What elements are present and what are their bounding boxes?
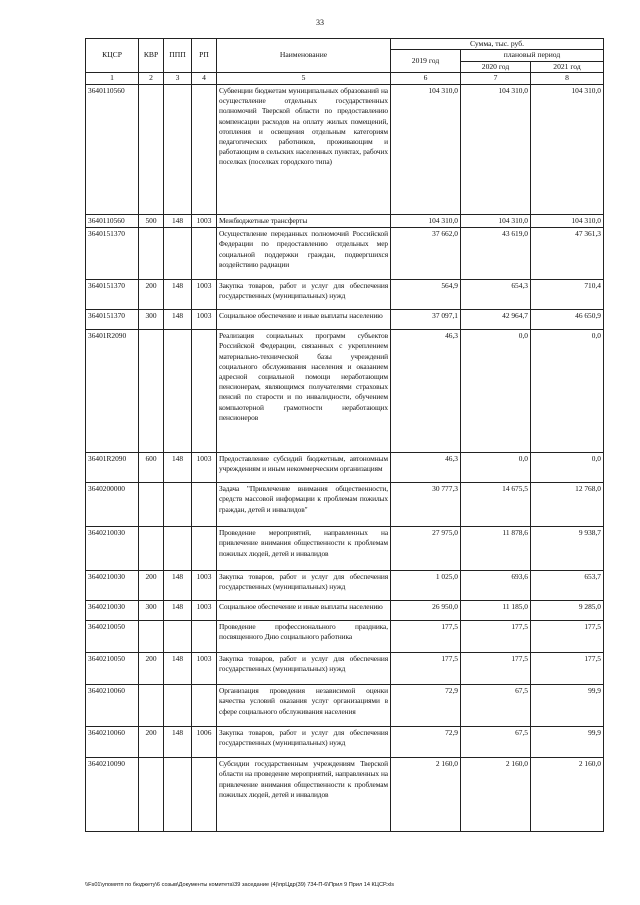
cell-value-2021: 0,0 — [531, 330, 604, 453]
cell-value-2021: 47 361,3 — [531, 228, 604, 280]
cell-value-2020: 43 619,0 — [461, 228, 531, 280]
cell-value-2019: 1 025,0 — [391, 571, 461, 601]
cell-rp — [192, 527, 217, 571]
cell-ppp: 148 — [164, 280, 192, 310]
cell-kvr — [139, 483, 164, 527]
header-index: 7 — [461, 73, 531, 84]
table-row — [86, 758, 604, 832]
budget-table — [85, 38, 604, 832]
cell-value-2021: 0,0 — [531, 453, 604, 483]
cell-rp: 1003 — [192, 280, 217, 310]
cell-value-2019: 104 310,0 — [391, 84, 461, 214]
table-row — [86, 621, 604, 653]
cell-ppp — [164, 685, 192, 727]
cell-value-2019: 72,9 — [391, 685, 461, 727]
cell-name: Организация проведения независимой оценки качества условий оказания услуг организациями в сфере социального обслуживания населения — [217, 685, 391, 727]
cell-name: Субвенции бюджетам муниципальных образований на осуществление отдельных государственных полномочий Тверской области по предоставлению компенсации расходов на оплату жилых помещений, отопления и освещения отдельным категориям педагогических работников, проживающим и работающим в сельских населенных пунктах, рабочих поселках (поселках городского типа) — [217, 84, 391, 214]
cell-value-2021: 99,9 — [531, 685, 604, 727]
cell-rp: 1003 — [192, 453, 217, 483]
cell-value-2021: 9 285,0 — [531, 601, 604, 621]
table-row — [86, 330, 604, 453]
cell-value-2021: 9 938,7 — [531, 527, 604, 571]
cell-name: Закупка товаров, работ и услуг для обеспечения государственных (муниципальных) нужд — [217, 280, 391, 310]
cell-value-2019: 2 160,0 — [391, 758, 461, 832]
header-rp: РП — [192, 39, 217, 73]
header-2021: 2021 год — [531, 61, 604, 72]
cell-value-2020: 11 185,0 — [461, 601, 531, 621]
cell-rp — [192, 685, 217, 727]
cell-rp: 1003 — [192, 310, 217, 330]
cell-value-2020: 67,5 — [461, 685, 531, 727]
cell-value-2020: 177,5 — [461, 621, 531, 653]
cell-value-2020: 0,0 — [461, 330, 531, 453]
header-2019: 2019 год — [391, 50, 461, 73]
cell-ppp — [164, 758, 192, 832]
header-index: 2 — [139, 73, 164, 84]
cell-value-2021: 104 310,0 — [531, 84, 604, 214]
cell-value-2021: 177,5 — [531, 621, 604, 653]
cell-kcsr: 36401R2090 — [86, 453, 139, 483]
header-index: 5 — [217, 73, 391, 84]
cell-name: Проведение профессионального праздника, посвященного Дню социального работника — [217, 621, 391, 653]
cell-name: Предоставление субсидий бюджетным, автономным учреждениям и иным некоммерческим организациям — [217, 453, 391, 483]
cell-rp — [192, 621, 217, 653]
cell-ppp: 148 — [164, 214, 192, 227]
cell-value-2019: 37 662,0 — [391, 228, 461, 280]
cell-kvr — [139, 527, 164, 571]
cell-kcsr: 3640210060 — [86, 685, 139, 727]
header-index: 8 — [531, 73, 604, 84]
cell-kcsr: 3640210050 — [86, 621, 139, 653]
table-body — [86, 84, 604, 831]
cell-kcsr: 3640210030 — [86, 601, 139, 621]
table-row — [86, 84, 604, 214]
cell-name: Закупка товаров, работ и услуг для обеспечения государственных (муниципальных) нужд — [217, 653, 391, 685]
cell-name: Реализация социальных программ субъектов Российской Федерации, связанных с укреплением материально-технической базы учреждений социального обслуживания населения и оказанием адресной социальной помощи неработающим пенсионерам, являющимся получателями страховых пенсий по старости и по инвалидности, обучением компьютерной грамотности неработающих пенсионеров — [217, 330, 391, 453]
header-index-row — [86, 73, 604, 84]
cell-rp: 1003 — [192, 653, 217, 685]
cell-kvr: 300 — [139, 310, 164, 330]
cell-rp: 1003 — [192, 214, 217, 227]
header-kcsr: КЦСР — [86, 39, 139, 73]
cell-value-2021: 710,4 — [531, 280, 604, 310]
cell-value-2020: 654,3 — [461, 280, 531, 310]
cell-rp: 1003 — [192, 601, 217, 621]
cell-ppp: 148 — [164, 727, 192, 758]
cell-value-2020: 11 878,6 — [461, 527, 531, 571]
cell-value-2020: 2 160,0 — [461, 758, 531, 832]
cell-rp — [192, 330, 217, 453]
header-ppp: ППП — [164, 39, 192, 73]
cell-kvr: 500 — [139, 214, 164, 227]
cell-kcsr: 3640110560 — [86, 84, 139, 214]
cell-value-2021: 2 160,0 — [531, 758, 604, 832]
table-row — [86, 601, 604, 621]
cell-name: Социальное обеспечение и иные выплаты населению — [217, 601, 391, 621]
cell-value-2019: 26 950,0 — [391, 601, 461, 621]
header-sum-title: Сумма, тыс. руб. — [391, 39, 604, 50]
header-name: Наименование — [217, 39, 391, 73]
cell-ppp — [164, 84, 192, 214]
cell-kvr — [139, 84, 164, 214]
cell-kvr: 200 — [139, 571, 164, 601]
cell-value-2019: 27 975,0 — [391, 527, 461, 571]
cell-rp — [192, 84, 217, 214]
cell-kvr: 200 — [139, 653, 164, 685]
page-number: 33 — [316, 18, 324, 27]
header-row-1 — [86, 39, 604, 50]
cell-name: Субсидии государственным учреждениям Тверской области на проведение мероприятий, направленных на привлечение внимания общественности к проблемам пожилых людей, детей и инвалидов — [217, 758, 391, 832]
cell-kvr — [139, 228, 164, 280]
table-row — [86, 214, 604, 227]
cell-rp: 1003 — [192, 571, 217, 601]
cell-value-2019: 46,3 — [391, 330, 461, 453]
cell-value-2019: 37 097,1 — [391, 310, 461, 330]
cell-kcsr: 3640210090 — [86, 758, 139, 832]
cell-kvr: 300 — [139, 601, 164, 621]
cell-kcsr: 3640110560 — [86, 214, 139, 227]
header-index: 6 — [391, 73, 461, 84]
table-row — [86, 571, 604, 601]
cell-value-2021: 104 310,0 — [531, 214, 604, 227]
header-index: 4 — [192, 73, 217, 84]
cell-value-2021: 177,5 — [531, 653, 604, 685]
cell-kvr: 600 — [139, 453, 164, 483]
cell-name: Межбюджетные трансферты — [217, 214, 391, 227]
cell-kvr — [139, 685, 164, 727]
cell-kcsr: 3640151370 — [86, 228, 139, 280]
cell-kvr: 200 — [139, 280, 164, 310]
header-2020: 2020 год — [461, 61, 531, 72]
table-row — [86, 483, 604, 527]
cell-value-2020: 67,5 — [461, 727, 531, 758]
cell-rp — [192, 228, 217, 280]
cell-value-2020: 104 310,0 — [461, 214, 531, 227]
cell-ppp — [164, 330, 192, 453]
cell-kcsr: 3640151370 — [86, 310, 139, 330]
cell-ppp: 148 — [164, 571, 192, 601]
cell-kcsr: 3640151370 — [86, 280, 139, 310]
cell-value-2019: 72,9 — [391, 727, 461, 758]
cell-kcsr: 3640210060 — [86, 727, 139, 758]
cell-kvr — [139, 330, 164, 453]
cell-ppp — [164, 483, 192, 527]
cell-value-2019: 177,5 — [391, 653, 461, 685]
cell-kvr — [139, 621, 164, 653]
cell-name: Закупка товаров, работ и услуг для обеспечения государственных (муниципальных) нужд — [217, 727, 391, 758]
table-row — [86, 228, 604, 280]
cell-value-2021: 653,7 — [531, 571, 604, 601]
cell-value-2020: 0,0 — [461, 453, 531, 483]
header-index: 1 — [86, 73, 139, 84]
header-index: 3 — [164, 73, 192, 84]
cell-ppp: 148 — [164, 310, 192, 330]
cell-rp: 1006 — [192, 727, 217, 758]
cell-rp — [192, 758, 217, 832]
cell-kcsr: 3640210030 — [86, 571, 139, 601]
table-row — [86, 453, 604, 483]
cell-value-2019: 30 777,3 — [391, 483, 461, 527]
table-row — [86, 727, 604, 758]
cell-value-2021: 12 768,0 — [531, 483, 604, 527]
table-row — [86, 685, 604, 727]
cell-ppp: 148 — [164, 653, 192, 685]
cell-value-2020: 177,5 — [461, 653, 531, 685]
cell-ppp — [164, 621, 192, 653]
header-plan-period: плановый период — [461, 50, 604, 61]
cell-value-2019: 104 310,0 — [391, 214, 461, 227]
cell-ppp: 148 — [164, 601, 192, 621]
cell-value-2020: 14 675,5 — [461, 483, 531, 527]
table-row — [86, 310, 604, 330]
cell-name: Проведение мероприятий, направленных на привлечение внимания общественности к проблемам пожилых людей, детей и инвалидов — [217, 527, 391, 571]
cell-kcsr: 3640200000 — [86, 483, 139, 527]
cell-value-2020: 104 310,0 — [461, 84, 531, 214]
cell-rp — [192, 483, 217, 527]
table-row — [86, 653, 604, 685]
cell-kcsr: 3640210050 — [86, 653, 139, 685]
cell-name: Осуществление переданных полномочий Российской Федерации по предоставлению отдельных мер социальной поддержки граждан, подвергшихся воздействию радиации — [217, 228, 391, 280]
cell-name: Задача "Привлечение внимания общественности, средств массовой информации к проблемам пожилых граждан, детей и инвалидов" — [217, 483, 391, 527]
cell-value-2021: 46 650,9 — [531, 310, 604, 330]
table-row — [86, 280, 604, 310]
cell-kvr — [139, 758, 164, 832]
cell-kcsr: 36401R2090 — [86, 330, 139, 453]
cell-value-2020: 693,6 — [461, 571, 531, 601]
cell-value-2020: 42 964,7 — [461, 310, 531, 330]
cell-value-2019: 46,3 — [391, 453, 461, 483]
cell-name: Закупка товаров, работ и услуг для обеспечения государственных (муниципальных) нужд — [217, 571, 391, 601]
file-path-footer: \\Fs01\упомятп по бюджету\6 созыв\Документы комитета\39 заседание (4)\прЦдр(39) 734-П-6\Прил 9 Прил 14 КЦСР.xls — [85, 882, 395, 888]
table-row — [86, 527, 604, 571]
cell-name: Социальное обеспечение и иные выплаты населению — [217, 310, 391, 330]
header-kvr: КВР — [139, 39, 164, 73]
cell-ppp — [164, 527, 192, 571]
cell-ppp — [164, 228, 192, 280]
cell-ppp: 148 — [164, 453, 192, 483]
cell-value-2019: 177,5 — [391, 621, 461, 653]
cell-kvr: 200 — [139, 727, 164, 758]
cell-value-2021: 99,9 — [531, 727, 604, 758]
cell-value-2019: 564,9 — [391, 280, 461, 310]
cell-kcsr: 3640210030 — [86, 527, 139, 571]
